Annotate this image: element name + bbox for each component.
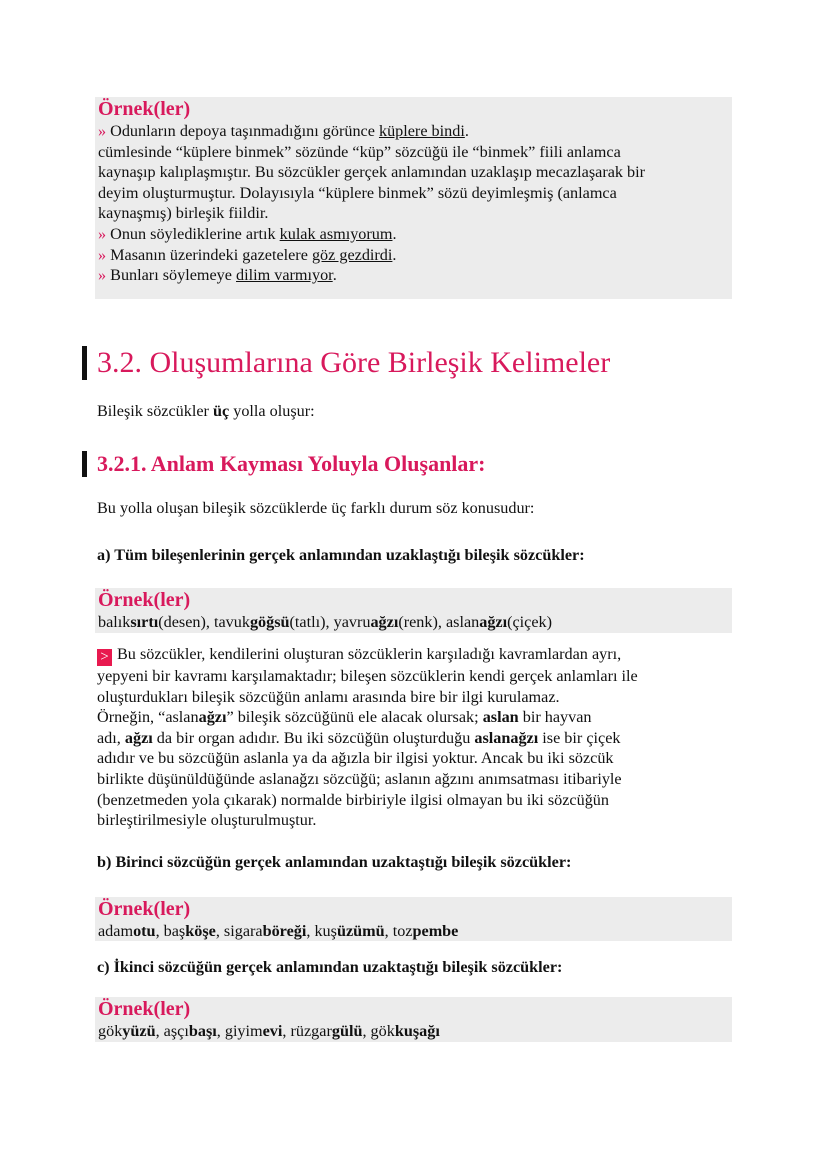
text-segment: (çiçek) [507, 613, 553, 631]
paragraph-3-2-1: Bu yolla oluşan bileşik sözcüklerde üç farklı durum söz konusudur: [97, 499, 535, 517]
text-segment: (benzetmeden yola çıkarak) normalde birbiriyle ilgisi olmayan bu iki sözcüğün [97, 790, 609, 809]
text-segment: yepyeni bir kavramı karşılamaktadır; bileşen sözcüklerin kendi gerçek anlamları ile [97, 667, 638, 685]
text-segment: . [392, 224, 397, 243]
text-line [97, 687, 733, 708]
bullet-marker: » [98, 266, 111, 285]
bold-text: üç [212, 402, 230, 420]
text-segment: Bileşik sözcükler [97, 402, 213, 420]
text-line [98, 921, 729, 942]
example-lines [98, 1021, 729, 1042]
text-segment: (renk), aslan [398, 613, 480, 631]
text-segment: Onun söylediklerine artık [110, 224, 280, 243]
heading-text: 3.2. Oluşumlarına Göre Birleşik Kelimeler [97, 346, 611, 379]
text-segment: oluşturdukları bileşik sözcüğün anlamı arasında bire bir ilgi kurulamaz. [97, 687, 560, 706]
example-lines [98, 921, 729, 942]
text-line [97, 401, 733, 422]
text-line [98, 121, 729, 142]
text-segment: balık [98, 613, 131, 631]
text-segment: (desen), tavuk [158, 613, 250, 631]
text-segment: ise bir çiçek [538, 728, 621, 747]
text-segment: adam [98, 922, 134, 940]
example-box-2 [95, 588, 732, 633]
example-box-3 [95, 897, 732, 941]
bold-text: ağzı [370, 613, 399, 631]
bold-text: otu [133, 922, 156, 940]
idiom-underlined: kulak asmıyorum [279, 224, 393, 243]
note-marker-icon: > [97, 649, 112, 666]
heading-bar [82, 451, 87, 477]
subheading-a: a) Tüm bileşenlerinin gerçek anlamından uzaklaştığı bileşik sözcükler: [97, 546, 585, 564]
intro-text [97, 401, 733, 422]
text-segment: adıdır ve bu sözcüğün aslanla ya da ağızla bir ilgisi yoktur. Ancak bu iki sözcük [97, 749, 614, 768]
text-line [98, 265, 729, 286]
text-segment: . [332, 266, 337, 285]
text-line [98, 245, 729, 266]
bold-text: başı [188, 1022, 217, 1040]
bullet-marker: » [98, 245, 111, 264]
text-segment: birlikte düşünüldüğünde aslanağzı sözcüğü; aslanın ağzını anımsatması itibariyle [97, 769, 622, 788]
text-line [97, 748, 733, 769]
subheading-b: b) Birinci sözcüğün gerçek anlamından uzaktaştığı bileşik sözcükler: [97, 853, 572, 871]
text-segment: Bunları söylemeye [110, 266, 237, 285]
example-box-1 [95, 97, 732, 299]
text-segment: gök [98, 1022, 123, 1040]
example-lines [98, 121, 729, 286]
idiom-underlined: küplere bindi [378, 122, 465, 140]
bold-text: ağzı [124, 728, 153, 747]
text-line [97, 707, 733, 728]
text-line [97, 810, 733, 831]
text-line [98, 183, 729, 204]
text-segment: Odunların depoya taşınmadığını görünce [110, 122, 379, 140]
text-segment: , aşçı [155, 1022, 189, 1040]
text-segment: deyim oluşturmuştur. Dolayısıyla “küplere binmek” sözü deyimleşmiş (anlamca [98, 183, 617, 202]
text-segment: Bu sözcükler, kendilerini oluşturan sözcüklerin karşıladığı kavramlardan ayrı, [117, 645, 622, 663]
example-title: Örnek(ler) [98, 98, 191, 120]
text-segment: , giyim [216, 1022, 263, 1040]
heading-text: 3.2.1. Anlam Kayması Yoluyla Oluşanlar: [97, 451, 486, 476]
text-segment: da bir organ adıdır. Bu iki sözcüğün oluşturduğu [152, 728, 475, 747]
bullet-marker: » [98, 122, 111, 140]
text-segment: birleştirilmesiyle oluşturulmuştur. [97, 811, 317, 830]
bold-text: göğsü [249, 613, 290, 631]
bold-text: sırtı [130, 613, 159, 631]
text-segment: ” bileşik sözcüğünü ele alacak olursak; [226, 708, 483, 727]
example-title: Örnek(ler) [98, 998, 191, 1020]
section-heading-3-2-1 [82, 449, 486, 479]
text-segment: , gök [362, 1022, 395, 1040]
subheading-c: c) İkinci sözcüğün gerçek anlamından uzaktaştığı bileşik sözcükler: [97, 958, 563, 976]
text-segment: cümlesinde “küplere binmek” sözünde “küp” sözcüğü ile “binmek” fiili anlamca [98, 142, 621, 161]
text-segment: yolla oluşur: [229, 402, 315, 420]
heading-bar [82, 346, 87, 380]
bold-text: üzümü [336, 922, 385, 940]
bold-text: pembe [412, 922, 459, 940]
text-segment: , baş [155, 922, 186, 940]
text-segment: Masanın üzerindeki gazetelere [110, 245, 312, 264]
text-line [97, 769, 733, 790]
text-line [98, 224, 729, 245]
bold-text: gülü [331, 1022, 363, 1040]
example-lines [98, 612, 729, 633]
text-line [97, 666, 733, 687]
text-segment: , sigara [215, 922, 263, 940]
text-segment: kaynaşmış) birleşik fiildir. [98, 204, 269, 223]
text-line [98, 612, 729, 633]
bold-text: aslan [482, 708, 519, 727]
text-line [98, 142, 729, 163]
note-lines [97, 644, 733, 831]
text-segment: (tatlı), yavru [289, 613, 371, 631]
example-title: Örnek(ler) [98, 589, 191, 611]
bold-text: ağzı [479, 613, 508, 631]
text-segment: kaynaşıp kalıplaşmıştır. Bu sözcükler gerçek anlamından uzaklaşıp mecazlaşarak bir [98, 163, 646, 182]
text-segment: , rüzgar [282, 1022, 332, 1040]
bold-text: böreği [262, 922, 307, 940]
example-title: Örnek(ler) [98, 898, 191, 920]
text-segment: Örneğin, “aslan [97, 708, 199, 727]
bold-text: yüzü [122, 1022, 156, 1040]
text-line [98, 203, 729, 224]
text-line [97, 644, 733, 666]
text-segment: , toz [384, 922, 413, 940]
text-line [98, 162, 729, 183]
section-heading-3-2 [82, 343, 610, 383]
bold-text: kuşağı [394, 1022, 440, 1040]
idiom-underlined: göz gezdirdi [311, 245, 393, 264]
text-segment: adı, [97, 728, 125, 747]
bold-text: aslanağzı [474, 728, 539, 747]
idiom-underlined: dilim varmıyor [236, 266, 333, 285]
bullet-marker: » [98, 224, 111, 243]
text-segment: , kuş [306, 922, 337, 940]
bold-text: köşe [185, 922, 216, 940]
bold-text: evi [262, 1022, 283, 1040]
note-paragraph [97, 644, 733, 831]
example-box-4 [95, 997, 732, 1042]
text-segment: . [392, 245, 397, 264]
bold-text: ağzı [198, 708, 227, 727]
text-line [97, 728, 733, 749]
text-segment: bir hayvan [518, 708, 592, 727]
text-segment: . [464, 122, 469, 140]
text-line [97, 790, 733, 811]
text-line [98, 1021, 729, 1042]
